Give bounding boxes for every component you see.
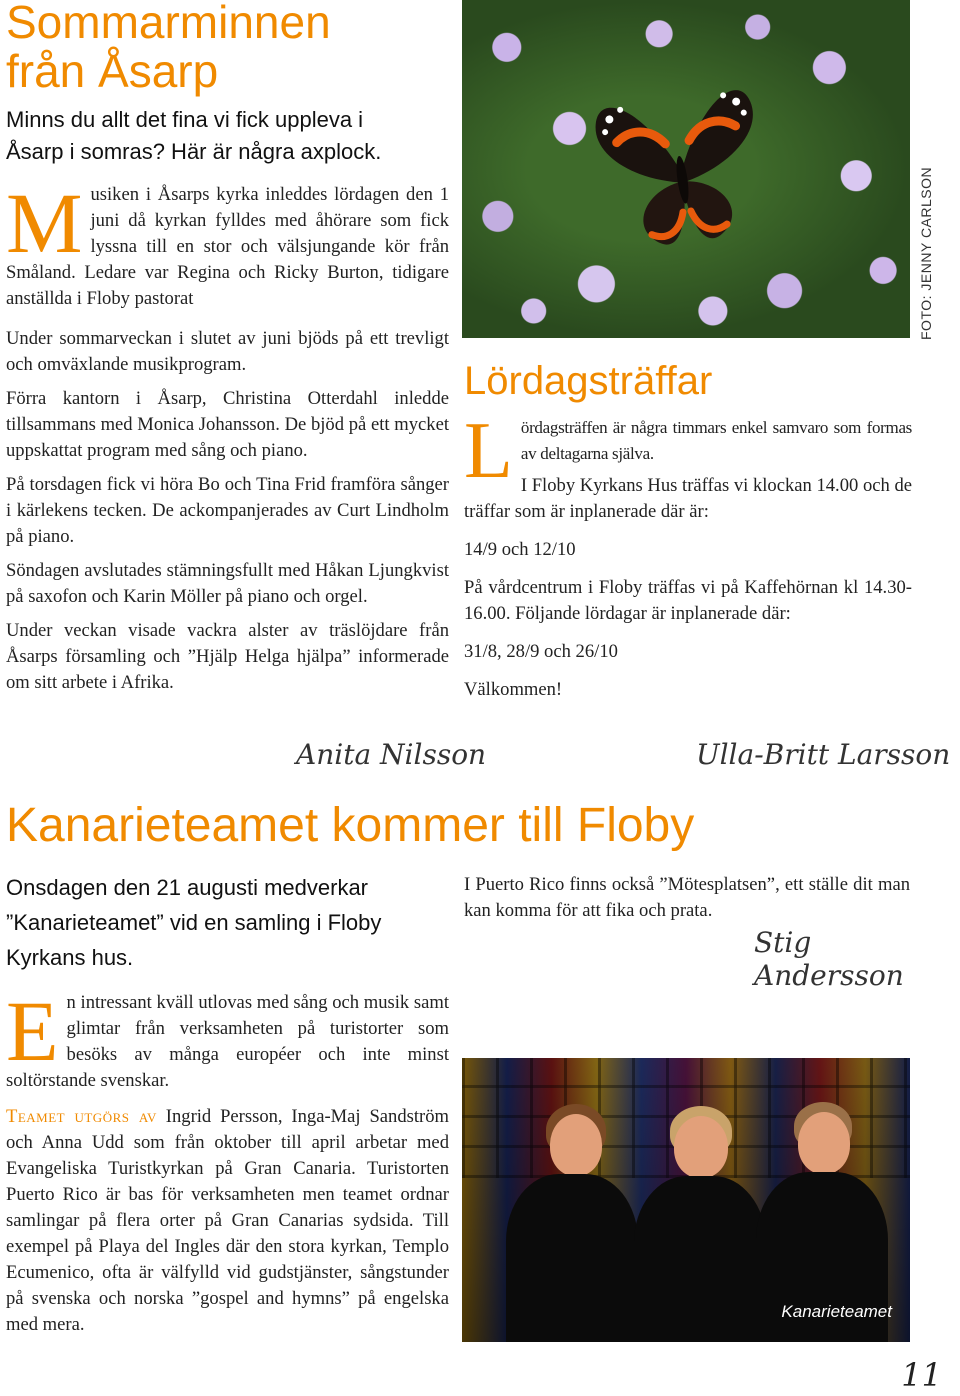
paragraph: ördagsträffen är några timmars enkel samvaro som formas av deltagarna själva. [520,417,912,463]
butterfly-icon [580,62,780,262]
paragraph: n intressant kväll utlovas med sång och musik samt glimtar från verksamheten på turistorter som besöks av många européer och inte minst soltörstande svenskar. [6,992,449,1091]
article-lead: Minns du allt det fina vi fick uppleva i Åsarp i somras? Här är några axplock. [6,107,382,165]
article-sommarminnen [6,0,449,704]
article-lead: Onsdagen den 21 augusti medverkar ”Kanarieteamet” vid en samling i Floby Kyrkans hus. [6,875,382,970]
paragraph: 31/8, 28/9 och 26/10 [464,640,618,662]
title-line-1: Sommarminnen [6,0,331,48]
article-body-kanarieteamet [6,983,449,1346]
paragraph-lead-in: Teamet utgörs av [6,1106,157,1127]
dropcap: L [464,406,513,495]
paragraph: Ingrid Persson, Inga-Maj Sandström och Anna Udd som från oktober till april arbetar med Evangeliska Turistkyrkan på Gran Canaria. Turistorten Puerto Rico är bas för verksamheten men teamet ordnar samlingar på flera orter på Gran Canarias sydsida. Till exempel på Playa del Ingles där den stora kyrkan, Templo Ecumenico, ofta är välfylld vid gudstjänster, sångstunder på svenska och norska ”gospel and hymns” på engelska med mera. [6,1106,449,1335]
right-column-text: I Puerto Rico finns också ”Mötesplatsen”, ett ställe dit man kan komma för att fika och prata. [464,874,910,921]
paragraph: 14/9 och 12/10 [464,538,576,560]
page-number: 11 [901,1356,942,1394]
butterfly-photo [462,0,910,338]
paragraph: Förra kantorn i Åsarp, Christina Otterdahl inledde tillsammans med Monica Johansson. De bjöd på ett mycket uppskattat program med sång och piano. [6,388,449,462]
article-title-kanarieteamet: Kanarieteamet kommer till Floby [6,799,695,852]
team-photo [462,1058,910,1342]
paragraph: Välkommen! [464,678,563,700]
photo-credit: FOTO: JENNY CARLSON [918,166,934,340]
paragraph: I Floby Kyrkans Hus träffas vi klockan 14.00 och de träffar som är inplanerade där är: [464,474,912,522]
signature-stig: Stig Andersson [754,926,904,992]
paragraph: Under sommarveckan i slutet av juni bjöds på ett trevligt och omväxlande musikprogram. [6,328,449,376]
article-lordagstraffar [464,360,912,711]
person-figure [502,1092,642,1342]
paragraph: På torsdagen fick vi höra Bo och Tina Frid framföra sånger i kärlekens tecken. De ackompanjerades av Curt Lindholm på piano. [6,474,449,548]
paragraph: Under veckan visade vackra alster av träslöjdare från Åsarps församling och ”Hjälp Helga hjälpa” informerade om sitt arbete i Afrika. [6,620,449,694]
paragraph: Söndagen avslutades stämningsfullt med Håkan Ljungkvist på saxofon och Karin Möller på piano och orgel. [6,560,449,608]
dropcap: M [6,175,83,272]
paragraph: På vårdcentrum i Floby träffas vi på Kaffehörnan kl 14.30-16.00. Följande lördagar är inplanerade där: [464,576,912,624]
person-figure [630,1092,770,1342]
signature-anita: Anita Nilsson [296,738,487,771]
signature-ulla-britt: Ulla-Britt Larsson [696,738,951,771]
dropcap: E [6,983,59,1079]
article-title [6,0,449,96]
article-body [6,175,449,696]
photo-caption: Kanarieteamet [781,1302,892,1321]
article-body [464,406,912,703]
paragraph: usiken i Åsarps kyrka inleddes lördagen den 1 juni då kyrkan fylldes med åhörare som fick lyssna till en stor och välsjungande kör från Småland. Ledare var Regina och Ricky Burton, tidigare anställda i Floby pastorat [6,184,449,310]
article-title: Lördagsträffar [464,359,713,403]
title-line-2: från Åsarp [6,45,219,98]
